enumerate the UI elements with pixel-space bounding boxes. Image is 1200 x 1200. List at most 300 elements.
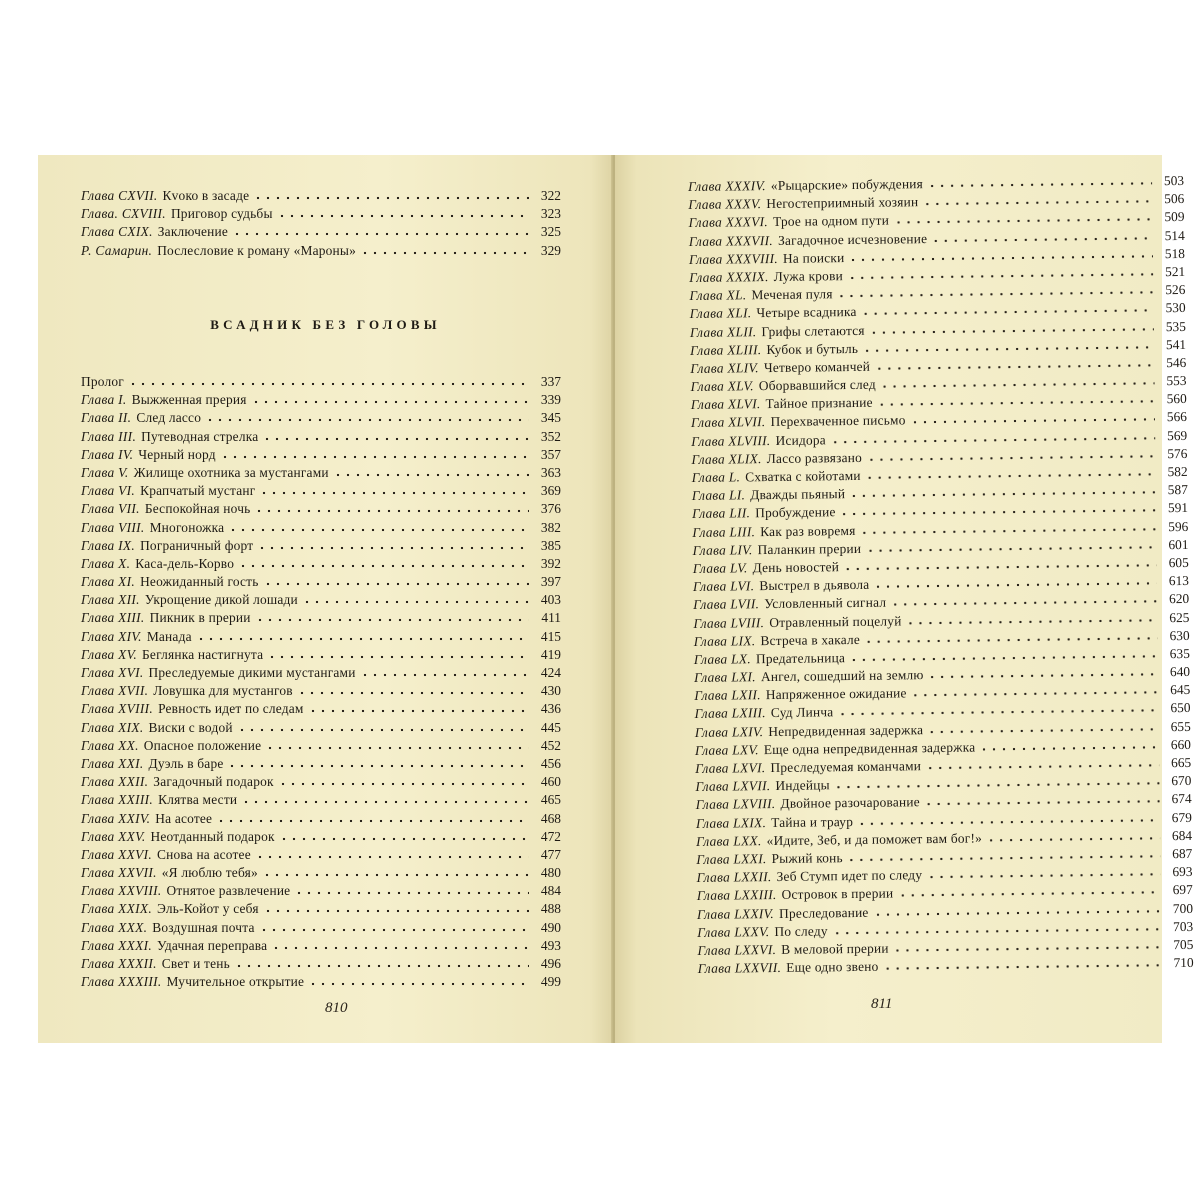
book-spread	[38, 155, 1194, 1043]
page-number: 670	[1171, 773, 1192, 789]
dot-leader	[297, 685, 529, 695]
dot-leader	[861, 303, 1154, 317]
page-number: 419	[540, 646, 561, 662]
page-number: 521	[1164, 263, 1186, 280]
chapter-label: Глава XLV.	[690, 378, 754, 395]
dot-leader	[257, 540, 529, 550]
chapter-label: Глава LXIII.	[694, 705, 766, 722]
toc-list-headless-horseman	[81, 373, 561, 991]
dot-leader	[196, 631, 529, 641]
page-number: 382	[540, 519, 561, 535]
chapter-title: В меловой прерии	[781, 940, 889, 957]
chapter-label: Глава LXXI.	[696, 851, 767, 867]
page-number: 329	[540, 242, 561, 258]
chapter-label: Глава XIII.	[81, 610, 145, 626]
page-number: 591	[1167, 500, 1189, 516]
chapter-label: Глава XLI.	[689, 305, 752, 322]
dot-leader	[255, 612, 529, 622]
dot-leader	[834, 775, 1160, 789]
page-number: 468	[540, 810, 561, 826]
chapter-label: Глава XXIX.	[81, 901, 153, 917]
chapter-label: Глава LXIV.	[694, 723, 764, 740]
chapter-title: Опасное положение	[143, 737, 262, 753]
chapter-label: Глава LXXVII.	[697, 959, 782, 977]
chapter-title: Исидора	[775, 431, 826, 448]
chapter-label: Глава XL.	[689, 287, 747, 304]
page-number: 499	[540, 974, 561, 990]
dot-leader	[308, 703, 529, 713]
page-number: 650	[1170, 700, 1191, 716]
chapter-label: Глава II.	[81, 410, 132, 426]
dot-leader	[874, 357, 1154, 370]
page-number: 357	[540, 446, 561, 462]
dot-leader	[926, 866, 1160, 879]
chapter-title: Меченая пуля	[751, 286, 833, 303]
page-number: 703	[1172, 918, 1194, 934]
chapter-label: Глава VII.	[81, 501, 140, 517]
toc-entry	[81, 682, 561, 700]
toc-entry	[81, 223, 561, 241]
chapter-label: Глава XXXV.	[688, 196, 762, 213]
chapter-title: Островок в прерии	[781, 885, 894, 903]
page-number: 553	[1166, 372, 1187, 389]
chapter-label: Глава LVII.	[693, 596, 760, 613]
chapter-title: Тайна и траур	[771, 813, 854, 830]
toc-entry	[81, 391, 561, 409]
toc-entry	[81, 773, 561, 791]
chapter-label: Глава LXXVI.	[697, 941, 777, 958]
chapter-title: Воздушная почта	[152, 919, 255, 935]
dot-leader	[228, 522, 529, 532]
chapter-label: Глава XLVII.	[690, 414, 766, 431]
chapter-title: Предательница	[755, 649, 846, 667]
chapter-title: Мучительное открытие	[166, 974, 305, 990]
chapter-label: Глава XXIV.	[81, 810, 151, 826]
page-number: 506	[1164, 191, 1185, 207]
dot-leader	[922, 194, 1152, 207]
chapter-title: Черный норд	[138, 446, 216, 462]
dot-leader	[869, 321, 1154, 334]
page-number: 665	[1170, 754, 1192, 771]
chapter-label: Глава LXVIII.	[695, 796, 776, 813]
chapter-title: Дважды пьяный	[750, 486, 846, 503]
chapter-title: Лужа крови	[773, 268, 843, 284]
chapter-label: Глава XXXIII.	[81, 974, 162, 990]
dot-leader	[848, 248, 1153, 262]
page-number: 345	[540, 410, 561, 426]
chapter-label: Глава XVI.	[81, 665, 144, 680]
chapter-title: Загадочное исчезновение	[777, 230, 928, 248]
chapter-title: Негостеприимный хозяин	[766, 194, 919, 212]
chapter-label: Глава LV.	[692, 560, 748, 576]
chapter-label: Глава XIX.	[81, 719, 144, 735]
chapter-label: Глава XXV.	[81, 828, 146, 844]
dot-leader	[227, 758, 529, 768]
chapter-title: Пролог	[81, 374, 124, 389]
page-number: 596	[1168, 518, 1189, 534]
page-number: 385	[540, 537, 561, 553]
page-number: 490	[540, 919, 561, 935]
chapter-label: Глава XXXVI.	[688, 214, 769, 231]
chapter-label: Глава XLVI.	[690, 396, 761, 413]
chapter-title: Неожиданный гость	[140, 574, 259, 590]
dot-leader	[979, 739, 1159, 751]
toc-entry	[81, 446, 561, 464]
chapter-title: Загадочный подарок	[153, 774, 274, 790]
page-number: 530	[1165, 300, 1186, 316]
chapter-title: Как раз вовремя	[760, 522, 856, 539]
page-number: 546	[1166, 354, 1187, 371]
chapter-title: Клятва мести	[158, 792, 238, 808]
chapter-label: Глава LIII.	[692, 523, 756, 540]
toc-entry	[81, 719, 561, 737]
page-number: 605	[1168, 554, 1189, 571]
page-number: 576	[1167, 445, 1188, 461]
dot-leader	[232, 226, 529, 236]
chapter-label: Глава VI.	[81, 483, 136, 499]
chapter-title: «Я люблю тебя»	[161, 865, 258, 881]
chapter-title: Беспокойная ночь	[144, 501, 251, 517]
chapter-label: Глава VIII.	[81, 519, 145, 535]
dot-leader	[893, 212, 1153, 225]
section-heading: ВСАДНИК БЕЗ ГОЛОВЫ	[210, 317, 441, 332]
dot-leader	[830, 430, 1155, 444]
toc-entry	[81, 791, 561, 809]
chapter-label: Глава XI.	[81, 574, 136, 590]
chapter-title: Ловушка для мустангов	[153, 683, 293, 699]
dot-leader	[847, 848, 1161, 862]
chapter-title: «Идите, Зеб, и да поможет вам бог!»	[766, 830, 983, 848]
chapter-title: Пробуждение	[755, 504, 836, 521]
toc-list-continued	[688, 172, 1194, 978]
right-page	[615, 155, 1194, 1043]
chapter-label: Глава LXXII.	[696, 869, 772, 886]
toc-entry	[81, 500, 561, 518]
chapter-label: Глава XXXVIII.	[688, 250, 779, 267]
chapter-label: Глава III.	[81, 428, 137, 444]
page-number: 322	[540, 188, 561, 203]
dot-leader	[865, 539, 1156, 553]
dot-leader	[308, 976, 529, 986]
page-number: 415	[540, 628, 561, 644]
chapter-label: Глава XXII.	[81, 774, 149, 790]
chapter-title: Лассо развязано	[766, 449, 863, 466]
chapter-title: Паланкин прерии	[757, 540, 862, 557]
page-number: 569	[1166, 427, 1188, 443]
page-number: 560	[1166, 391, 1187, 407]
page-number: 325	[540, 224, 561, 240]
dot-leader	[302, 594, 529, 604]
dot-leader	[849, 648, 1158, 662]
toc-entry	[81, 937, 561, 955]
page-number: 697	[1172, 882, 1193, 898]
chapter-title: Выстрел в дьявола	[759, 576, 870, 594]
page-number: 630	[1169, 627, 1190, 643]
chapter-title: Заключение	[157, 224, 229, 240]
chapter-title: Пограничный форт	[140, 537, 254, 553]
toc-entry	[81, 519, 561, 537]
dot-leader	[862, 339, 1154, 353]
page-number: 687	[1172, 845, 1193, 862]
chapter-label: Глава I.	[81, 392, 127, 408]
toc-entry	[81, 555, 561, 573]
chapter-label: Глава XLIV.	[690, 360, 759, 376]
dot-leader	[238, 558, 529, 568]
chapter-label: Глава XXXII.	[81, 956, 157, 971]
chapter-label: Глава LXXIII.	[696, 887, 777, 904]
chapter-label: Глава XXX.	[81, 919, 148, 935]
page-number: 376	[540, 501, 561, 517]
page-number: 509	[1164, 209, 1185, 225]
dot-leader	[278, 776, 529, 786]
dot-leader	[263, 576, 529, 586]
toc-entry	[81, 373, 561, 391]
chapter-label: Глава XVIII.	[81, 701, 154, 717]
chapter-title: Зеб Стумп идет по следу	[776, 867, 923, 885]
dot-leader	[259, 922, 529, 932]
left-page	[38, 155, 613, 1043]
dot-leader	[277, 208, 529, 218]
page-number: 337	[540, 374, 561, 389]
page-number: 411	[541, 610, 561, 626]
chapter-title: Напряженное ожидание	[765, 685, 907, 703]
chapter-label: Глава LXXV.	[697, 923, 770, 940]
chapter-title: Кvоко в засаде	[162, 188, 250, 203]
dot-leader	[924, 794, 1160, 807]
toc-entry	[81, 755, 561, 773]
chapter-title: Снова на асотее	[157, 846, 251, 862]
chapter-label: Глава. CXVIII.	[81, 206, 166, 222]
page-number: 480	[540, 865, 561, 881]
toc-entry	[81, 409, 561, 427]
chapter-title: День новостей	[752, 559, 840, 576]
dot-leader	[877, 394, 1155, 407]
page-number-folio: 811	[871, 996, 893, 1012]
chapter-title: Дуэль в баре	[148, 755, 224, 771]
dot-leader	[360, 245, 529, 255]
chapter-title: Виски с водой	[148, 719, 233, 735]
dot-leader	[843, 557, 1157, 571]
dot-leader	[927, 666, 1158, 679]
dot-leader	[847, 266, 1153, 280]
chapter-title: Эль-Койот у себя	[157, 901, 259, 917]
toc-entry	[81, 919, 561, 937]
page-number: 587	[1167, 482, 1188, 498]
dot-leader	[253, 190, 529, 200]
dot-leader	[911, 685, 1159, 698]
page-number: 635	[1169, 645, 1190, 662]
chapter-label: Глава XXVII.	[81, 865, 157, 881]
dot-leader	[259, 485, 529, 495]
page-number: 514	[1164, 227, 1185, 243]
toc-entry	[81, 591, 561, 609]
chapter-label: Глава XXXI.	[81, 937, 153, 953]
chapter-title: Перехваченное письмо	[770, 412, 906, 430]
page-number-folio: 810	[325, 1000, 348, 1016]
chapter-title: Укрощение дикой лошади	[144, 592, 298, 608]
chapter-label: Глава XLIX.	[691, 450, 762, 467]
chapter-label: Глава XXXIV.	[688, 178, 766, 194]
dot-leader	[262, 431, 529, 441]
chapter-title: Свет и тень	[161, 956, 230, 971]
chapter-title: Двойное разочарование	[780, 794, 920, 812]
chapter-label: Глава LII.	[692, 505, 751, 522]
toc-entry	[81, 573, 561, 591]
page-number: 452	[540, 737, 561, 753]
toc-entry	[81, 537, 561, 555]
chapter-title: Преследуемые дикими мустангами	[148, 665, 356, 680]
dot-leader	[839, 503, 1156, 517]
chapter-title: «Рыцарские» побуждения	[770, 176, 924, 193]
chapter-label: Глава XX.	[81, 737, 139, 753]
toc-entry	[81, 609, 561, 627]
chapter-label: Глава LX.	[693, 651, 752, 667]
chapter-title: Жилище охотника за мустангами	[133, 464, 329, 480]
chapter-label: Глава LXVII.	[695, 778, 771, 795]
dot-leader	[251, 394, 529, 404]
dot-leader	[294, 885, 529, 895]
page-number: 484	[540, 883, 561, 899]
dot-leader	[220, 449, 529, 459]
chapter-label: Глава CXIX.	[81, 224, 153, 240]
dot-leader	[905, 612, 1157, 625]
chapter-title: Многоножка	[149, 519, 225, 535]
chapter-label: Р. Самарин.	[81, 242, 153, 258]
chapter-label: Глава LVIII.	[693, 614, 765, 631]
chapter-label: Глава XVII.	[81, 683, 149, 699]
toc-entry	[81, 955, 561, 973]
toc-entry	[81, 628, 561, 646]
page-number: 430	[540, 683, 561, 699]
chapter-title: Каса-дель-Корво	[135, 555, 235, 571]
toc-entry	[81, 846, 561, 864]
dot-leader	[265, 740, 529, 750]
toc-entry	[81, 205, 561, 223]
toc-entry	[81, 646, 561, 664]
chapter-label: Глава LXII.	[694, 687, 761, 704]
dot-leader	[931, 230, 1153, 243]
chapter-title: Отнятое развлечение	[166, 883, 291, 899]
page-number: 679	[1171, 809, 1192, 825]
chapter-label: Глава LIX.	[693, 632, 756, 649]
dot-leader	[872, 903, 1161, 917]
dot-leader	[271, 940, 529, 950]
page-number: 424	[540, 665, 561, 680]
dot-leader	[849, 484, 1156, 498]
page-number: 503	[1163, 172, 1185, 189]
chapter-label: Глава XXVIII.	[81, 883, 162, 899]
dot-leader	[927, 175, 1152, 188]
dot-leader	[837, 284, 1154, 298]
chapter-label: Глава CXVII.	[81, 188, 158, 203]
dot-leader	[882, 957, 1161, 970]
chapter-label: Глава IV.	[81, 446, 134, 462]
chapter-title: Еще одно звено	[786, 958, 879, 975]
chapter-title: Преследование	[778, 904, 869, 921]
dot-leader	[279, 831, 529, 841]
chapter-title: Преследуемая команчами	[770, 758, 922, 776]
page-number: 535	[1165, 318, 1186, 334]
dot-leader	[267, 649, 529, 659]
page-number: 566	[1166, 409, 1188, 425]
chapter-title: Неотданный подарок	[150, 828, 275, 844]
toc-entry	[81, 464, 561, 482]
page-number: 339	[540, 392, 561, 408]
page-number: 640	[1169, 663, 1191, 680]
page-number: 693	[1172, 864, 1193, 880]
dot-leader	[925, 757, 1159, 770]
chapter-label: Глава LXXIV.	[696, 905, 775, 922]
toc-entry	[81, 864, 561, 882]
dot-leader	[880, 375, 1155, 388]
chapter-title: Удачная переправа	[157, 937, 268, 953]
page-number: 674	[1171, 791, 1192, 807]
chapter-label: Глава XV.	[81, 646, 138, 662]
page-number: 710	[1173, 954, 1194, 971]
page-number: 705	[1173, 936, 1194, 953]
toc-entry	[81, 428, 561, 446]
dot-leader	[360, 667, 529, 677]
toc-entry	[81, 482, 561, 500]
chapter-title: Рыжий конь	[771, 850, 843, 866]
chapter-title: Схватка с койотами	[745, 467, 861, 485]
page-number: 620	[1168, 591, 1190, 607]
chapter-title: Грифы слетаются	[761, 322, 865, 339]
page-number: 472	[540, 828, 561, 844]
chapter-label: Глава XII.	[81, 592, 140, 608]
chapter-title: Четыре всадника	[756, 304, 857, 321]
chapter-label: Глава XLVIII.	[691, 432, 771, 449]
page-number: 601	[1168, 536, 1189, 552]
toc-entry	[81, 737, 561, 755]
chapter-label: Глава LXIX.	[695, 814, 767, 831]
toc-entry	[81, 664, 561, 682]
dot-leader	[865, 466, 1156, 480]
dot-leader	[241, 794, 529, 804]
page-number: 477	[540, 846, 561, 862]
page-number: 436	[540, 701, 561, 717]
chapter-label: Глава LI.	[691, 487, 746, 504]
dot-leader	[986, 830, 1160, 842]
toc-entry	[81, 882, 561, 900]
toc-entry	[81, 810, 561, 828]
dot-leader	[128, 376, 529, 386]
dot-leader	[254, 503, 529, 513]
chapter-title: Пикник в прерии	[149, 610, 251, 626]
chapter-title: Ангел, сошедший на землю	[760, 667, 924, 685]
dot-leader	[263, 903, 529, 913]
chapter-label: Глава LXI.	[694, 669, 757, 686]
chapter-title: Условленный сигнал	[764, 594, 887, 612]
chapter-title: Суд Линча	[770, 704, 834, 721]
dot-leader	[859, 521, 1156, 535]
toc-entry	[81, 828, 561, 846]
page-number: 465	[540, 792, 561, 808]
dot-leader	[873, 575, 1157, 588]
chapter-title: Индейцы	[775, 777, 830, 794]
toc-list-previous-work	[81, 187, 561, 260]
toc-entry	[81, 187, 561, 205]
chapter-label: Глава LIV.	[692, 541, 753, 558]
dot-leader	[234, 958, 529, 968]
dot-leader	[890, 594, 1157, 607]
chapter-label: Глава XXI.	[81, 755, 144, 771]
page-number: 655	[1170, 718, 1191, 734]
chapter-label: Глава XLIII.	[690, 341, 762, 358]
chapter-title: Манада	[146, 628, 192, 644]
page-number: 582	[1167, 463, 1188, 480]
chapter-title: Четверо команчей	[763, 358, 871, 375]
